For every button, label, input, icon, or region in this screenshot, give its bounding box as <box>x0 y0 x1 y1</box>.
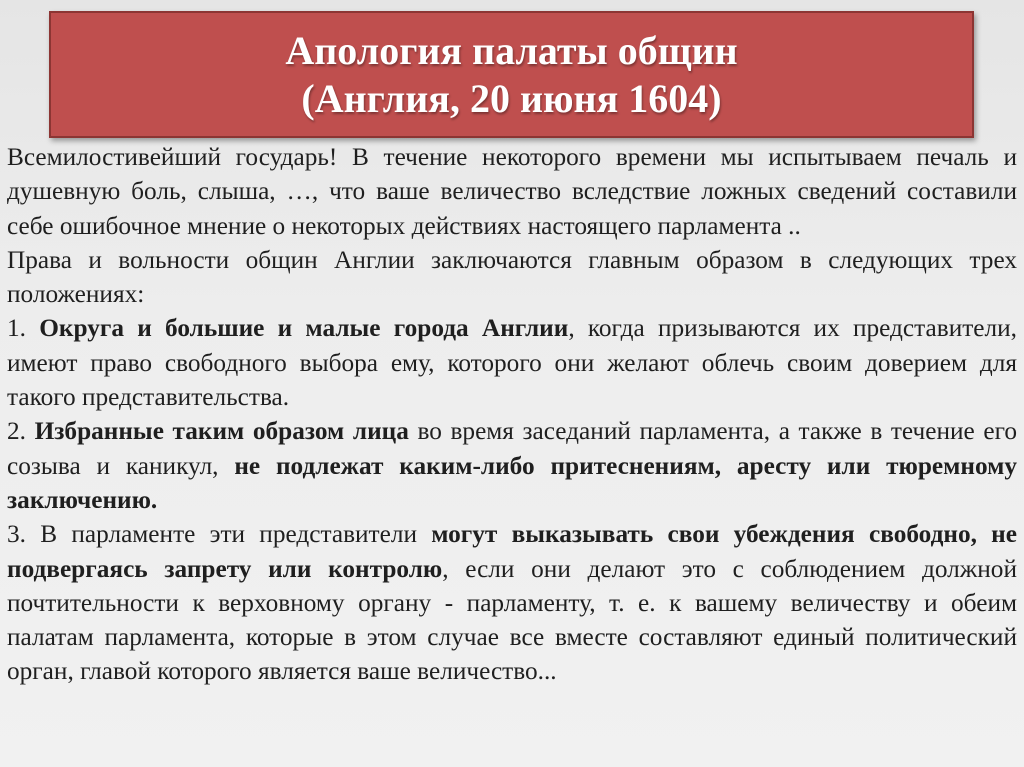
text-run: во время заседаний парламента, а также в течение его созыва и каникул, <box>7 417 1017 480</box>
title-line-2: (Англия, 20 июня 1604) <box>301 75 722 121</box>
title-line-1: Апология палаты общин <box>285 27 738 73</box>
paragraph-intro: Права и вольности общин Англии заключаются главным образом в следующих трех положениях: <box>7 245 1017 309</box>
point-number: 2. <box>7 417 26 446</box>
bold-phrase: не подлежат каким-либо притеснениям, аресту или тюремному заключению. <box>7 451 1018 514</box>
title-banner <box>49 11 974 138</box>
document-body <box>7 140 1017 689</box>
text-run: , когда призываются их представители, имеют право свободного выбора ему, которого они желают облечь своим доверием для такого представительства. <box>7 314 1018 412</box>
paragraph-point-3 <box>7 517 1017 688</box>
text-run: , если они делают это с соблюдением должной почтительности к верховному органу - парламенту, т. е. к вашему величеству и обеим палатам парламента, которые в этом случае все вместе составляют единый политический орган, главой которого является ваше величество... <box>7 554 1017 686</box>
text-run: В парламенте эти представители <box>25 520 432 549</box>
bold-phrase: Округа и большие и малые города Англии <box>39 314 569 343</box>
paragraph-point-2 <box>7 414 1017 517</box>
bold-phrase: Избранные таким образом лица <box>34 417 409 446</box>
point-number: 3. <box>7 520 26 549</box>
point-number: 1. <box>7 314 26 343</box>
bold-phrase: могут выказывать свои убеждения свободно, не подвергаясь запрету или контролю <box>7 520 1017 583</box>
paragraph-point-1 <box>7 311 1017 414</box>
paragraph-greeting: Всемилостивейший государь! В течение некоторого времени мы испытываем печаль и душевную боль, слыша, …, что ваше величество вследствие ложных сведений составили себе ошибочное мнение о некоторых действиях настоящего парламента .. <box>7 143 1017 240</box>
